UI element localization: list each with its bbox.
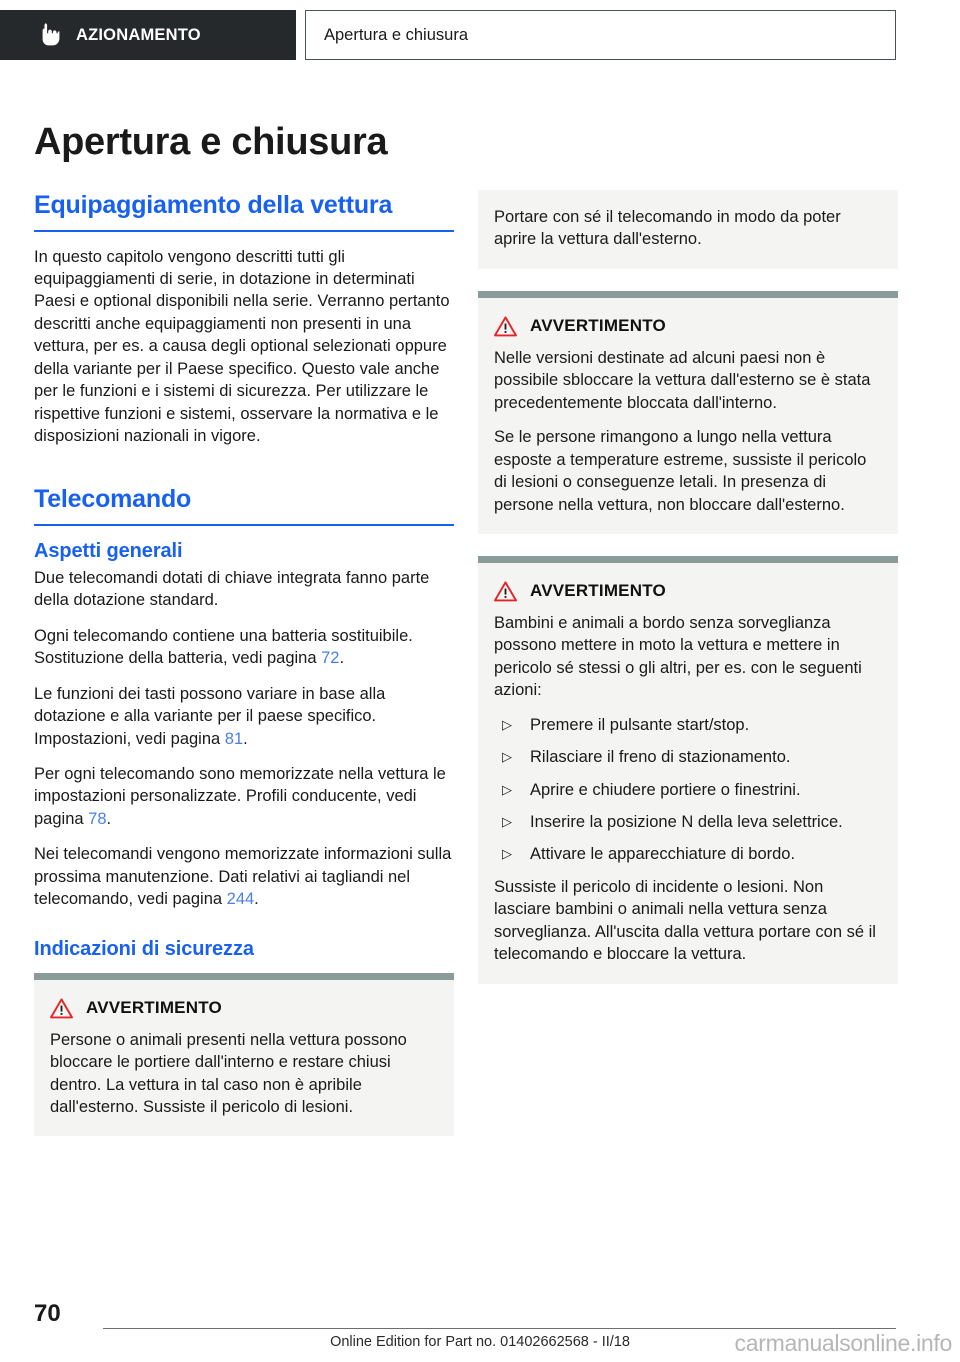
- footer-edition-text: Online Edition for Part no. 01402662568 - II/18: [330, 1334, 630, 1350]
- list-item-label: Rilasciare il freno di stazionamento.: [530, 748, 791, 767]
- warning-title-row: [50, 998, 438, 1019]
- paragraph-text: Nei telecomandi vengono memorizzate informazioni sulla prossima manutenzione. Dati relativi ai tagliandi nel telecomando, vedi pagina: [34, 845, 452, 909]
- paragraph-tagliandi: Nei telecomandi vengono memorizzate informazioni sulla prossima manutenzione. Dati relativi ai tagliandi nel telecomando, vedi pagina 244.: [34, 845, 452, 909]
- warning-title-row: [494, 316, 882, 337]
- triangle-bullet-icon: ▷: [502, 781, 512, 797]
- warning-box-sblocco-esterno: [478, 291, 898, 534]
- list-item-label: Premere il pulsante start/stop.: [530, 715, 750, 734]
- list-item: [494, 779, 882, 801]
- warning-title: AVVERTIMENTO: [86, 998, 222, 1018]
- list-item: [494, 811, 882, 833]
- list-item-label: Attivare le apparecchiature di bordo.: [530, 845, 796, 864]
- triangle-bullet-icon: ▷: [502, 846, 512, 862]
- note-box-continuation: [478, 190, 898, 269]
- page-number: 70: [34, 1300, 61, 1327]
- page-ref-link[interactable]: 244: [226, 890, 255, 909]
- warning-title: AVVERTIMENTO: [530, 581, 666, 601]
- warning-paragraph: Nelle versioni destinate ad alcuni paesi non è possibile sbloccare la vettura dall'esterno se è stata precedentemente bloccata dall'interno.: [494, 348, 871, 412]
- subsection-heading-aspetti-generali: Aspetti generali: [34, 539, 183, 562]
- list-item-label: Aprire e chiudere portiere o finestrini.: [530, 780, 801, 799]
- warning-triangle-icon: [50, 998, 73, 1019]
- warning-triangle-icon: [494, 581, 517, 602]
- warning-title: AVVERTIMENTO: [530, 316, 666, 336]
- warning-outro: Sussiste il pericolo di incidente o lesioni. Non lasciare bambini o animali nella vettura senza sorveglianza. All'uscita dalla vettura portare con sé il telecomando e bloccare la vettura.: [494, 877, 876, 964]
- triangle-bullet-icon: ▷: [502, 814, 512, 829]
- warning-title-row: [494, 581, 882, 602]
- paragraph-text: Per ogni telecomando sono memorizzate nella vettura le impostazioni personalizzate. Profili conducente, vedi pagina: [34, 765, 446, 828]
- chapter-tab-azionamento[interactable]: [0, 10, 296, 60]
- section-heading-telecomando: Telecomando: [34, 485, 192, 514]
- paragraph-equipaggiamento: In questo capitolo vengono descritti tutti gli equipaggiamenti di serie, in dotazione in determinati Paesi e optional disponibili nella serie. Verranno pertanto descritti anche equipaggiamenti non presenti in una vettura, per es. a causa degli optional selezionati oppure della variante per il Paese specifico. Questo vale anche per le funzioni e i sistemi di sicurezza. Per utilizzare le rispettive funzioni e sistemi, osservare la normativa e le disposizioni nazionali in vigore.: [34, 247, 450, 445]
- warning-body: Persone o animali presenti nella vettura possono bloccare le portiere dall'interno e restare chiusi dentro. La vettura in tal caso non è apribile dall'esterno. Sussiste il pericolo di lesioni.: [50, 1030, 407, 1116]
- watermark: carmanualsonline.info: [734, 1330, 952, 1356]
- warning-triangle-icon: [494, 316, 517, 337]
- breadcrumb-label: Apertura e chiusura: [324, 25, 468, 44]
- right-column: [478, 190, 898, 984]
- page-ref-link[interactable]: 81: [224, 729, 244, 748]
- page-title: Apertura e chiusura: [34, 121, 388, 164]
- breadcrumb[interactable]: [305, 10, 896, 60]
- list-item: [494, 746, 882, 768]
- warning-box-persone-animali: [34, 973, 454, 1137]
- page-ref-link[interactable]: 78: [88, 809, 107, 828]
- running-header: [0, 10, 960, 60]
- pointing-hand-icon: [38, 22, 60, 48]
- chapter-tab-label: AZIONAMENTO: [76, 25, 201, 44]
- paragraph-funzioni-tasti: Le funzioni dei tasti possono variare in base alla dotazione e alla variante per il paese specifico. Impostazioni, vedi pagina 81.: [34, 684, 386, 748]
- paragraph-text: Le funzioni dei tasti possono variare in base alla dotazione e alla variante per il paese specifico. Impostazioni, vedi pagina: [34, 684, 386, 748]
- paragraph-telecomandi-standard: Due telecomandi dotati di chiave integrata fanno parte della dotazione standard.: [34, 568, 430, 610]
- list-item: [494, 714, 882, 736]
- warning-intro: Bambini e animali a bordo senza sorveglianza possono mettere in moto la vettura e mettere in pericolo sé stessi o gli altri, per es. con le seguenti azioni:: [494, 613, 862, 700]
- list-item: [494, 843, 882, 865]
- triangle-bullet-icon: ▷: [502, 716, 512, 732]
- section-heading-equipaggiamento: Equipaggiamento della vettura: [34, 191, 393, 219]
- list-item-label: Inserire la posizione N della leva selettrice.: [530, 813, 843, 831]
- left-column: [34, 190, 454, 1136]
- footer-divider: [103, 1328, 896, 1329]
- triangle-bullet-icon: ▷: [502, 749, 512, 765]
- paragraph-batteria: Ogni telecomando contiene una batteria sostituibile. Sostituzione della batteria, vedi pagina 72.: [34, 626, 413, 668]
- warning-paragraph: Se le persone rimangono a lungo nella vettura esposte a temperature estreme, sussiste il pericolo di lesioni o conseguenze letali. In presenza di persone nella vettura, non bloccare dall'esterno.: [494, 428, 867, 514]
- warning-box-bambini-animali: [478, 556, 898, 984]
- paragraph-text: Ogni telecomando contiene una batteria sostituibile. Sostituzione della batteria, vedi pagina: [34, 626, 413, 668]
- note-body: Portare con sé il telecomando in modo da poter aprire la vettura dall'esterno.: [494, 208, 841, 249]
- warning-action-list: [494, 714, 882, 866]
- page-ref-link[interactable]: 72: [321, 649, 340, 668]
- subsection-heading-indicazioni-sicurezza: Indicazioni di sicurezza: [34, 937, 254, 960]
- paragraph-profili-conducente: Per ogni telecomando sono memorizzate nella vettura le impostazioni personalizzate. Profili conducente, vedi pagina 78.: [34, 765, 446, 828]
